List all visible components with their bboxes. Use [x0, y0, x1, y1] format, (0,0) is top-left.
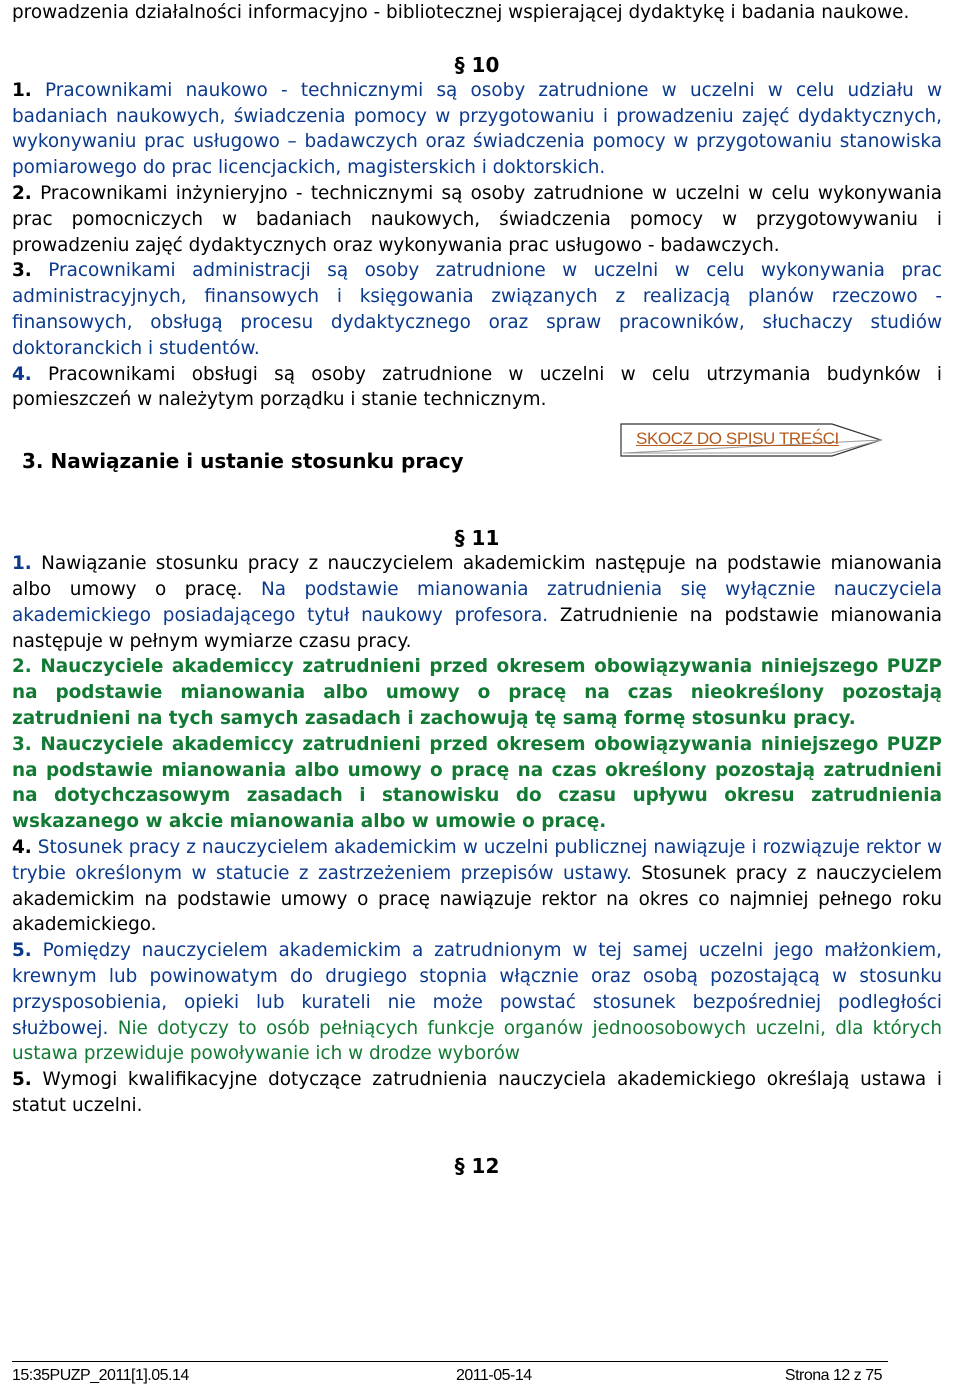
skip-to-toc-link[interactable]: [620, 423, 882, 457]
sec11-paragraph-1: 1. Nawiązanie stosunku pracy z nauczycielem akademickim następuje na podstawie mianowania albo umowy o pracę. Na podstawie mianowania zatrudnienia się wyłącznie nauczyciela akademickiego posiadającego tytuł naukowy profesora. Zatrudnienie na podstawie mianowania następuje w pełnym wymiarze czasu pracy.: [12, 553, 942, 652]
sec10-item-2: 2. Pracownikami inżynieryjno - technicznymi są osoby zatrudnione w uczelni w celu wykonywania prac pomocniczych w badaniach naukowych, świadczenia pomocy w przygotowywaniu i prowadzeniu zajęć dydaktycznych oraz wykonywania prac usługowo - badawczych.: [12, 182, 942, 256]
section-mark-10: § 10: [454, 52, 500, 77]
section-heading-row: [12, 413, 942, 503]
section-mark-11: § 11: [454, 526, 500, 551]
sec11-paragraph-5a: 5. Pomiędzy nauczycielem akademickim a zatrudnionym w tej samej uczelni jego małżonkiem, krewnym lub powinowatym do drugiego stopnia włącznie oraz osobą pozostającą w stosunku przysposobienia, opieki lub kurateli nie może powstać stosunek bezpośredniej podległości służbowej. Nie dotyczy to osób pełniących funkcje organów jednoosobowych uczelni, dla których ustawa przewiduje powoływanie ich w drodze wyborów: [12, 940, 942, 1065]
footer-date: 2011-05-14: [456, 1367, 532, 1384]
sec11-paragraph-5b: 5. Wymogi kwalifikacyjne dotyczące zatrudnienia nauczyciela akademickiego określają ustawa i statut uczelni.: [12, 1069, 942, 1116]
sec10-item-1: 1. Pracownikami naukowo - technicznymi są osoby zatrudnione w uczelni w celu udziału w badaniach naukowych, świadczenia pomocy w przygotowaniu i prowadzeniu zajęć dydaktycznych, wykonywaniu prac usługowo – badawczych oraz świadczenia pomocy w przygotowaniu stanowiska pomiarowego do prac licencjackich, magisterskich i doktorskich.: [12, 79, 942, 179]
sec11-paragraph-3: 3. Nauczyciele akademiccy zatrudnieni przed okresem obowiązywania niniejszego PUZP na podstawie mianowania albo umowy o pracę na czas określony pozostają zatrudnieni na dotychczasowym zasadach i stanowisku do czasu upływu okresu zatrudnienia wskazanego w akcie mianowania albo w umowie o pracę.: [12, 733, 942, 833]
sec11-paragraph-4: 4. Stosunek pracy z nauczycielem akademickim w uczelni publicznej nawiązuje i rozwiązuje rektor w trybie określonym w statucie z zastrzeżeniem przepisów ustawy. Stosunek pracy z nauczycielem akademickim na podstawie umowy o pracę nawiązuje rektor na okres co najmniej pełnego roku akademickiego.: [12, 836, 942, 936]
section-heading: 3. Nawiązanie i ustanie stosunku pracy: [22, 449, 464, 474]
section-mark-12: § 12: [454, 1153, 500, 1178]
footer-page-number: Strona 12 z 75: [784, 1367, 882, 1384]
document-page: [12, 0, 942, 1179]
sec11-paragraph-2: 2. Nauczyciele akademiccy zatrudnieni przed okresem obowiązywania niniejszego PUZP na podstawie mianowania albo umowy o pracę na czas nieokreślony pozostają zatrudnieni na tych samych zasadach i zachowują tę samą formę stosunku pracy.: [12, 656, 942, 729]
page-footer: [12, 1361, 888, 1386]
footer-filename: 15:35PUZP_2011[1].05.14: [12, 1367, 189, 1384]
intro-paragraph: prowadzenia działalności informacyjno - bibliotecznej wspierającej dydaktykę i badania naukowe.: [12, 2, 910, 23]
sec10-item-3: 3. Pracownikami administracji są osoby zatrudnione w uczelni w celu wykonywania prac administracyjnych, finansowych i księgowania związanych z realizacją planów rzeczowo - finansowych, obsługą procesu dydaktycznego oraz spraw pracowników, słuchaczy studiów doktoranckich i studentów.: [12, 260, 942, 359]
sec10-item-4: 4. Pracownikami obsługi są osoby zatrudnione w uczelni w celu utrzymania budynków i pomieszczeń w należytym porządku i stanie technicznym.: [12, 363, 942, 411]
skip-link-label[interactable]: SKOCZ DO SPISU TREŚCI: [636, 429, 839, 449]
